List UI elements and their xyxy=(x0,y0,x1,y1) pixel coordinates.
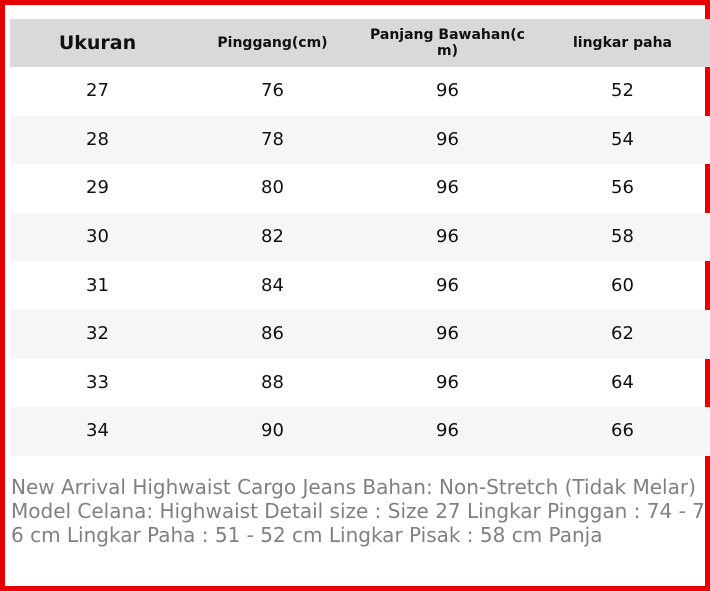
size-table xyxy=(10,19,710,456)
header-thigh: lingkar paha xyxy=(572,35,672,51)
cell-length: 96 xyxy=(436,226,459,248)
cell-size: 30 xyxy=(86,226,109,248)
cell-size: 27 xyxy=(86,80,109,102)
table-row xyxy=(10,310,710,359)
cell-waist: 86 xyxy=(261,323,284,345)
cell-size: 28 xyxy=(86,128,109,150)
product-description: New Arrival Highwaist Cargo Jeans Bahan: Non-Stretch (Tidak Melar) Model Celana: Highwaist Detail size : Size 27 Lingkar Pinggan : 74 - 76 cm Lingkar Paha : 51 - 52 cm Lingkar Pisak : 58 cm Panja xyxy=(11,475,705,547)
header-size: Ukuran xyxy=(58,32,137,54)
cell-length: 96 xyxy=(436,80,459,102)
table-row xyxy=(10,67,710,116)
table-row xyxy=(10,359,710,408)
cell-thigh: 64 xyxy=(611,371,634,393)
cell-waist: 82 xyxy=(261,226,284,248)
cell-thigh: 62 xyxy=(611,323,634,345)
header-waist: Pinggang(cm) xyxy=(217,35,328,51)
cell-thigh: 52 xyxy=(611,80,634,102)
cell-length: 96 xyxy=(436,323,459,345)
table-row xyxy=(10,116,710,165)
cell-thigh: 66 xyxy=(611,420,634,442)
cell-waist: 76 xyxy=(261,80,284,102)
header-inseam-length: Panjang Bawahan(cm) xyxy=(370,27,525,59)
cell-length: 96 xyxy=(436,274,459,296)
cell-size: 31 xyxy=(86,274,109,296)
cell-waist: 90 xyxy=(261,420,284,442)
cell-waist: 84 xyxy=(261,274,284,296)
cell-waist: 80 xyxy=(261,177,284,199)
cell-size: 33 xyxy=(86,371,109,393)
cell-thigh: 60 xyxy=(611,274,634,296)
cell-size: 34 xyxy=(86,420,109,442)
cell-length: 96 xyxy=(436,128,459,150)
table-row xyxy=(10,164,710,213)
cell-waist: 78 xyxy=(261,128,284,150)
table-row xyxy=(10,213,710,262)
table-header xyxy=(10,19,710,67)
cell-length: 96 xyxy=(436,420,459,442)
cell-length: 96 xyxy=(436,177,459,199)
cell-size: 29 xyxy=(86,177,109,199)
cell-length: 96 xyxy=(436,371,459,393)
cell-thigh: 54 xyxy=(611,128,634,150)
cell-waist: 88 xyxy=(261,371,284,393)
cell-size: 32 xyxy=(86,323,109,345)
cell-thigh: 58 xyxy=(611,226,634,248)
table-row xyxy=(10,407,710,456)
table-row xyxy=(10,261,710,310)
cell-thigh: 56 xyxy=(611,177,634,199)
